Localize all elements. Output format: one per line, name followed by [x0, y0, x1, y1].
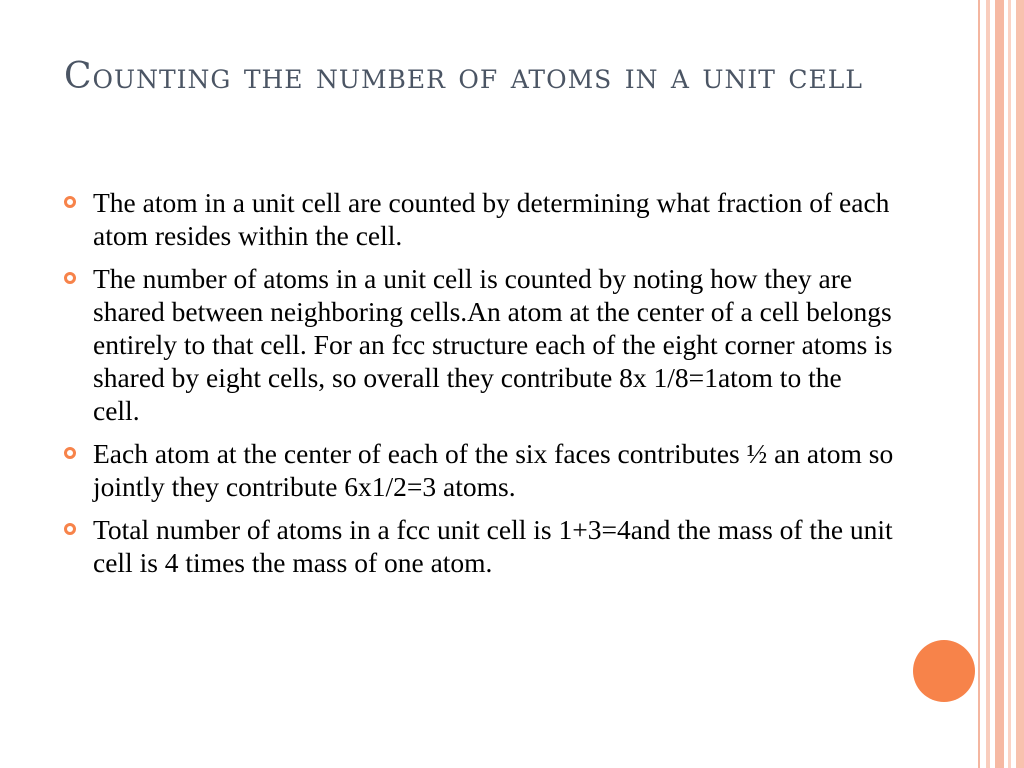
decorative-stripe: [995, 0, 1004, 768]
bullet-list: [64, 186, 894, 589]
bullet-item: [64, 186, 894, 252]
bullet-text: Each atom at the center of each of the six faces contributes ½ an atom so jointly they contribute 6x1/2=3 atoms.: [93, 438, 894, 502]
decorative-stripe: [986, 0, 990, 768]
ring-bullet-icon: [64, 523, 76, 535]
bullet-text: The atom in a unit cell are counted by determining what fraction of each atom resides within the cell.: [93, 187, 890, 251]
ring-bullet-icon: [64, 272, 76, 284]
decorative-stripe: [1016, 0, 1024, 768]
bullet-item: [64, 262, 894, 427]
slide-title: Counting the number of atoms in a unit cell: [64, 56, 863, 97]
decorative-stripe: [978, 0, 980, 768]
decorative-stripe: [1008, 0, 1011, 768]
bullet-text: Total number of atoms in a fcc unit cell is 1+3=4and the mass of the unit cell is 4 times the mass of one atom.: [93, 514, 893, 578]
orange-circle-icon: [913, 640, 975, 702]
bullet-item: [64, 513, 894, 579]
ring-bullet-icon: [64, 196, 76, 208]
bullet-text: The number of atoms in a unit cell is counted by noting how they are shared between neighboring cells.An atom at the center of a cell belongs entirely to that cell. For an fcc structure each of the eight corner atoms is shared by eight cells, so overall they contribute 8x 1/8=1atom to the cell.: [93, 263, 893, 426]
ring-bullet-icon: [64, 447, 76, 459]
bullet-item: [64, 437, 894, 503]
